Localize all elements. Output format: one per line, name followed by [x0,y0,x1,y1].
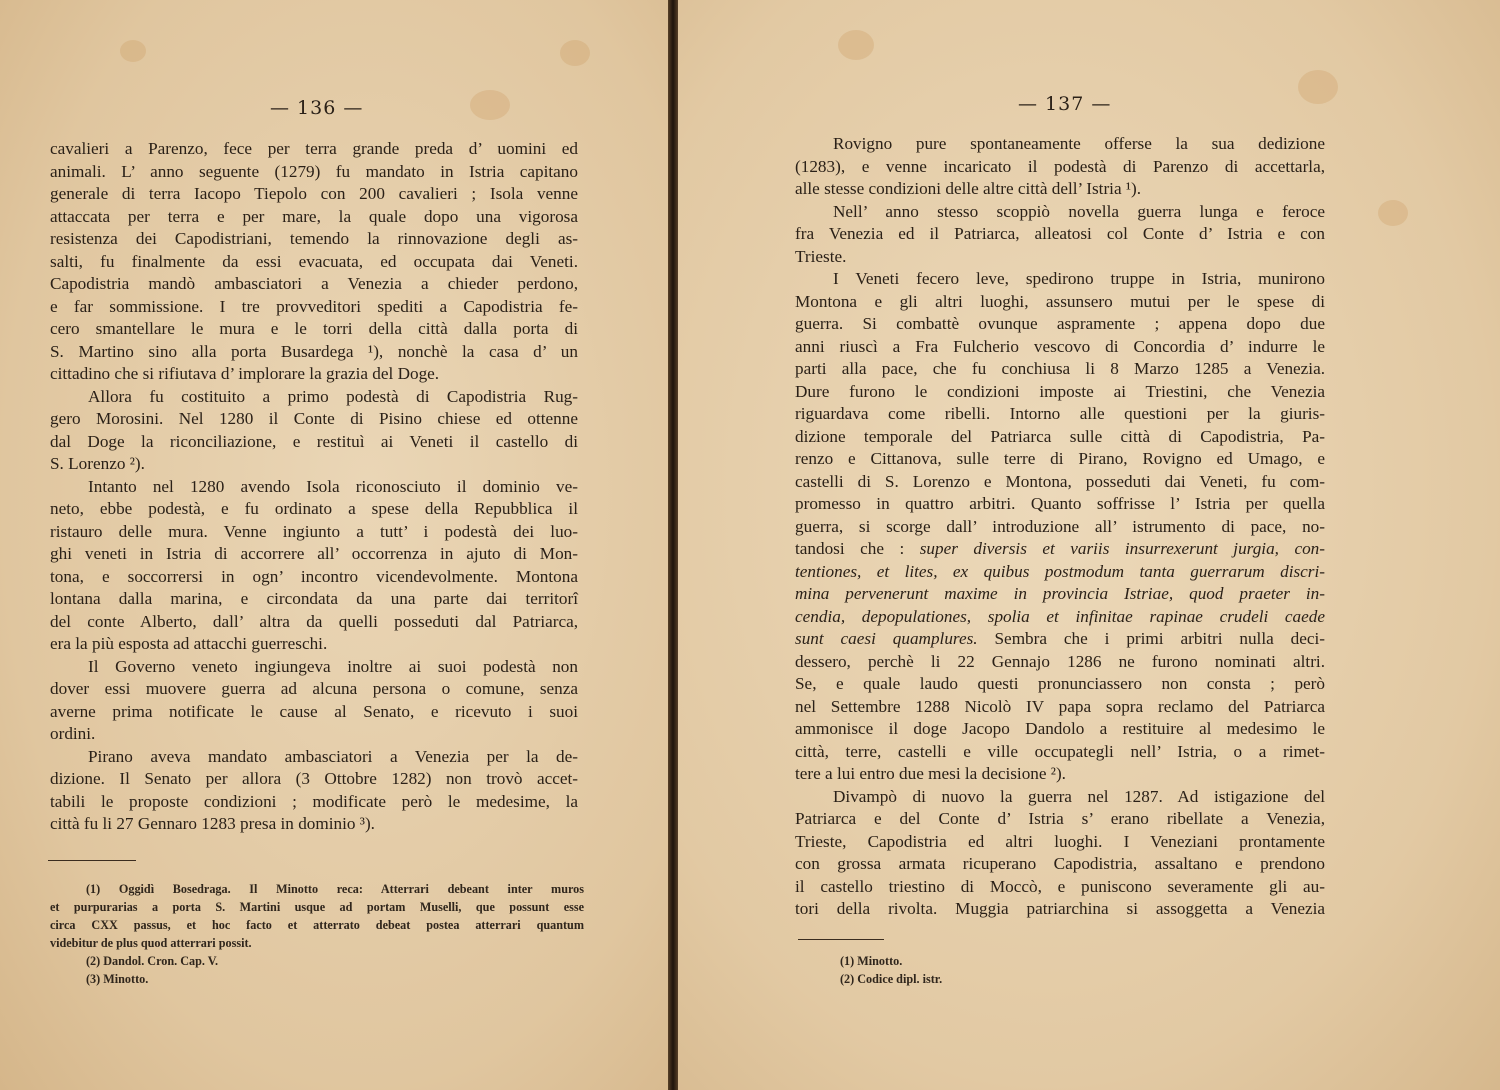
text-line: attaccata per terra e per mare, la quale dopo una vigorosa [50,206,578,226]
text-line: Dure furono le condizioni imposte ai Triestini, che Venezia [795,381,1325,401]
text-line: e far sommissione. I tre provveditori spediti a Capodistria fe- [50,296,578,316]
text-line: Rovigno pure spontaneamente offerse la sua dedizione [833,134,1325,153]
footnote-line: (3) Minotto. [86,972,149,986]
footnote-line: (2) Dandol. Cron. Cap. V. [86,954,219,968]
text-line: con grossa armata ricuperano Capodistria, assaltano e prendono [795,854,1325,873]
foxing-stain [560,40,590,66]
foxing-stain [470,90,510,120]
text-line: animali. L’ anno seguente (1279) fu mandato in Istria capitano [50,161,578,181]
text-line [795,628,1325,651]
text-line: Pirano aveva mandato ambasciatori a Venezia per la de- [88,746,578,766]
text-line: città fu li 27 Gennaro 1283 presa in dominio ³). [50,814,375,833]
text-line: ristauro delle mura. Venne ingiunto a tutt’ i podestà dei luo- [50,521,578,541]
left-page [0,0,668,1090]
text-line: ordini. [50,724,96,743]
text-line: Patriarca e del Conte d’ Istria s’ erano ribellate a Venezia, [795,809,1325,828]
text-line: (1283), e venne incaricato il podestà di Parenzo di accettarla, [795,156,1325,176]
footnote-line: videbitur de plus quod atterrari possit. [50,936,252,950]
text-fragment: tandosi che : [795,539,905,558]
text-line: I Veneti fecero leve, spedirono truppe in Istria, munirono [833,269,1325,288]
text-line: dizione temporale del Patriarca sulle città di Capodistria, Pa- [795,426,1325,446]
text-line: castelli di S. Lorenzo e Montona, posseduti dai Veneti, fu com- [795,471,1325,491]
left-page-body [50,138,578,836]
text-line: guerra, si scorge dall’ introduzione all’ istrumento di pace, no- [795,516,1325,536]
footnote-line: circa CXX passus, et hoc facto et atterrato debeat postea atterrari quantum [50,918,584,932]
text-line: tona, e soccorrersi in ogn’ incontro vicendevolmente. Montona [50,566,578,586]
text-line: dizione. Il Senato per allora (3 Ottobre 1282) non trovò accet- [50,769,578,788]
text-line: cavalieri a Parenzo, fece per terra grande preda d’ uomini ed [50,139,578,158]
text-line: renzo e Cittanova, sulle terre di Pirano, Rovigno ed Umago, e [795,449,1325,468]
text-line: dover essi muovere guerra ad alcuna persona o comune, senza [50,679,578,698]
text-line: guerra. Si combattè ovunque aspramente ; appena dopo due [795,314,1325,333]
text-fragment: Sembra che i primi arbitri nulla deci- [994,629,1325,648]
footnote-line: (1) Oggidì Bosedraga. Il Minotto reca: Atterrari debeant inter muros [86,882,584,896]
text-line: Allora fu costituito a primo podestà di Capodistria Rug- [88,386,578,406]
text-line: città, terre, castelli e ville occupategli nell’ Istria, o a rimet- [795,741,1325,761]
footnote-line: et purpurarias a porta S. Martini usque ad portam Muselli, que possunt esse [50,900,584,914]
text-line: Il Governo veneto ingiungeva inoltre ai suoi podestà non [88,656,578,676]
foxing-stain [1378,200,1408,226]
footnote-line: (1) Minotto. [840,954,903,968]
page-number: — 137 — [1018,93,1112,115]
text-line: ammonisce il doge Jacopo Dandolo a restituire al medesimo le [795,719,1325,738]
footnote-rule [798,939,884,940]
text-line: anni riuscì a Fra Fulcherio vescovo di Concordia d’ indurre le [795,336,1325,356]
right-page-footnotes [840,952,1140,988]
foxing-stain [838,30,874,60]
text-line: Se, e quale laudo questi pronunciassero non consta ; però [795,674,1325,693]
text-line: dal Doge la riconciliazione, e restituì ai Veneti il castello di [50,431,578,451]
text-line [795,538,1325,561]
text-line: cittadino che si rifiutava d’ implorare la grazia del Doge. [50,364,440,383]
text-line: resistenza dei Capodistriani, temendo la rinnovazione degli as- [50,229,578,248]
text-line: Trieste, Capodistria ed altri luoghi. I Veneziani prontamente [795,831,1325,851]
text-line: lontana dalla marina, e circondata da una parte dai territorî [50,589,578,608]
text-line: averne prima notificate le cause al Senato, e ricevuto i suoi [50,701,578,721]
text-line: del conte Alberto, dall’ altra da quelli posseduti dal Patriarca, [50,611,578,631]
text-line: cero smantellare le mura e le torri della città dalla porta di [50,319,578,338]
text-line: Intanto nel 1280 avendo Isola riconosciuto il dominio ve- [88,476,578,496]
text-line: alle stesse condizioni delle altre città dell’ Istria ¹). [795,179,1142,198]
text-line: tori della rivolta. Muggia patriarchina si assoggetta a Venezia [795,899,1325,918]
text-line: nel Settembre 1288 Nicolò IV papa sopra reclamo del Patriarca [795,696,1325,716]
text-line: il castello triestino di Moccò, e puniscono severamente gli au- [795,876,1325,896]
footnote-rule [48,860,136,861]
text-line: fra Venezia ed il Patriarca, alleatosi col Conte d’ Istria e con [795,224,1325,243]
latin-quote-line: mina pervenerunt maxime in provincia Istriae, quod praeter in- [795,584,1325,603]
text-line: S. Martino sino alla porta Busardega ¹), nonchè la casa d’ un [50,341,578,361]
text-line: Montona e gli altri luoghi, assunsero mutui per le spese di [795,291,1325,311]
foxing-stain [1298,70,1338,104]
text-line: riguardava come ribelli. Intorno alle questioni per la giuris- [795,404,1325,423]
text-line: promesso in quattro arbitri. Quanto soffrisse l’ Istria per quella [795,494,1325,513]
text-line: tere a lui entro due mesi la decisione ²). [795,764,1066,783]
text-line: era la più esposta ad attacchi guerreschi. [50,634,328,653]
text-line: dessero, perchè li 22 Gennajo 1286 ne furono nominati altri. [795,651,1325,671]
page-number: — 136 — [270,97,364,119]
text-line: gero Morosini. Nel 1280 il Conte di Pisino chiese ed ottenne [50,409,578,428]
text-line: S. Lorenzo ²). [50,454,145,473]
right-page [678,0,1500,1090]
text-line: ghi veneti in Istria di accorrere all’ occorrenza in ajuto di Mon- [50,544,578,563]
latin-quote: sunt caesi quamplures. [795,629,978,648]
text-line: neto, ebbe podestà, e fu ordinato a spese della Repubblica il [50,499,578,518]
left-page-footnotes [50,880,584,988]
text-line: Trieste. [795,246,847,266]
footnote-line: (2) Codice dipl. istr. [840,972,943,986]
text-line: tabili le proposte condizioni ; modificate però le medesime, la [50,791,578,811]
text-line: salti, fu finalmente da essi evacuata, ed occupata dai Veneti. [50,251,578,271]
text-line: Capodistria mandò ambasciatori a Venezia a chieder perdono, [50,274,578,293]
text-line: generale di terra Iacopo Tiepolo con 200 cavalieri ; Isola venne [50,184,578,203]
text-line: Divampò di nuovo la guerra nel 1287. Ad istigazione del [833,786,1325,806]
foxing-stain [120,40,146,62]
latin-quote: super diversis et variis insurrexerunt jurgia, con- [919,539,1325,558]
right-page-body [795,133,1325,921]
latin-quote-line: cendia, depopulationes, spolia et infinitae rapinae crudeli caede [795,606,1325,626]
text-line: Nell’ anno stesso scoppiò novella guerra lunga e feroce [833,201,1325,221]
text-line: parti alla pace, che fu conchiusa li 8 Marzo 1285 a Venezia. [795,359,1325,378]
latin-quote-line: tentiones, et lites, ex quibus postmodum tanta guerrarum discri- [795,561,1325,581]
